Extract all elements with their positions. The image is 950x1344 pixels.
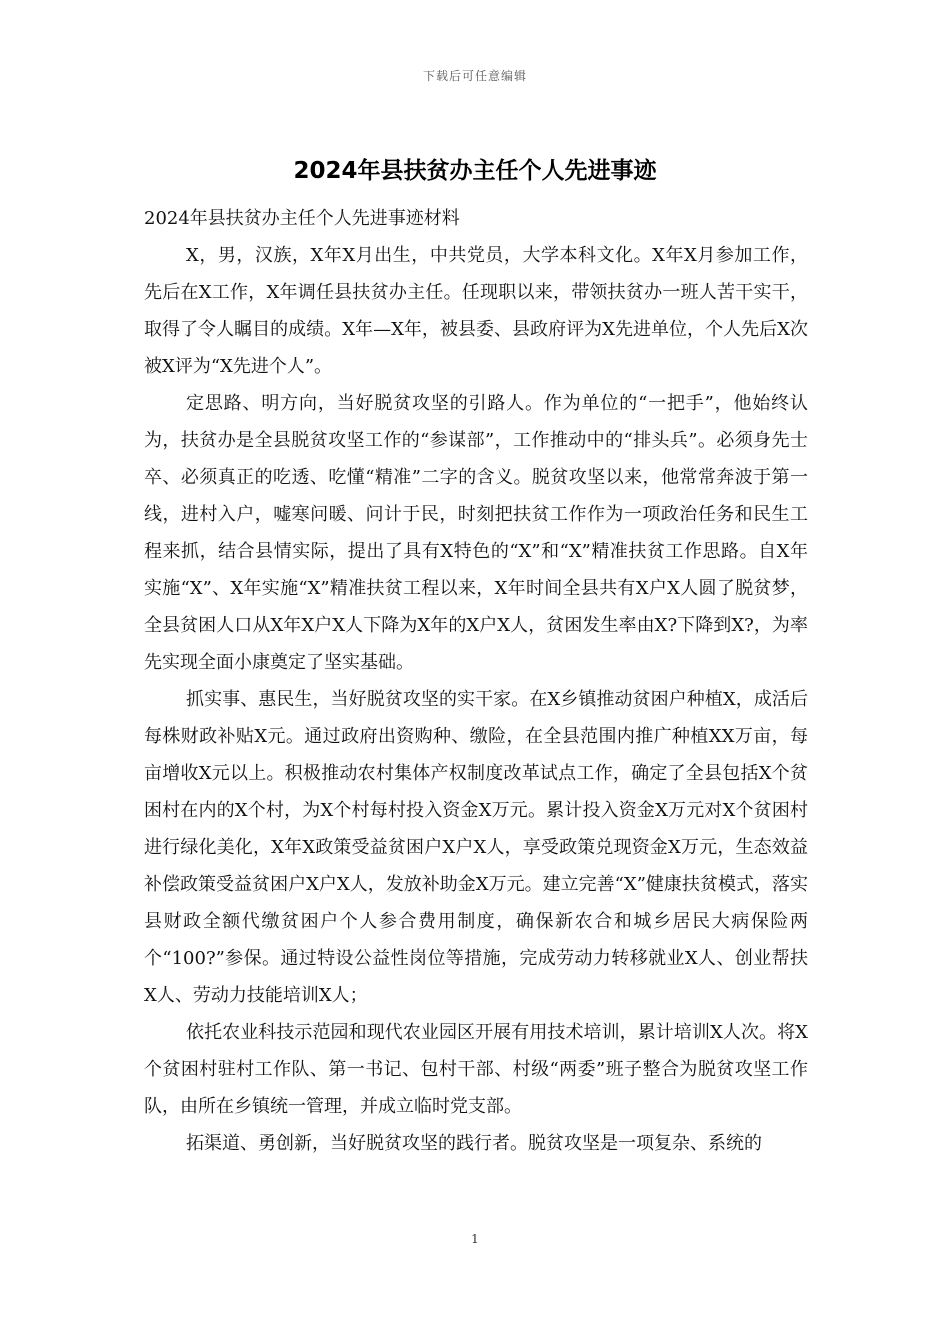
page-number: 1 — [471, 1232, 479, 1246]
document-body — [144, 200, 808, 1162]
paragraph: 拓渠道、勇创新，当好脱贫攻坚的践行者。脱贫攻坚是一项复杂、系统的 — [186, 1133, 762, 1154]
paragraph: 依托农业科技示范园和现代农业园区开展有用技术培训，累计培训X人次。将X个贫困村驻村工作队、第一书记、包村干部、村级“两委”班子整合为脱贫攻坚工作队，由所在乡镇统一管理，并成立临时党支部。 — [144, 1022, 808, 1117]
document-subtitle: 2024年县扶贫办主任个人先进事迹材料 — [144, 208, 460, 229]
paragraph: 定思路、明方向，当好脱贫攻坚的引路人。作为单位的“一把手”，他始终认为，扶贫办是全县脱贫攻坚工作的“参谋部”，工作推动中的“排头兵”。必须身先士卒、必须真正的吃透、吃懂“精准”二字的含义。脱贫攻坚以来，他常常奔波于第一线，进村入户，嘘寒问暖、问计于民，时刻把扶贫工作作为一项政治任务和民生工程来抓，结合县情实际，提出了具有X特色的“X”和“X”精准扶贫工作思路。自X年实施“X”、X年实施“X”精准扶贫工程以来，X年时间全县共有X户X人圆了脱贫梦，全县贫困人口从X年X户X人下降为X年的X户X人，贫困发生率由X?下降到X?，为率先实现全面小康奠定了坚实基础。 — [144, 393, 808, 673]
paragraph: X，男，汉族，X年X月出生，中共党员，大学本科文化。X年X月参加工作，先后在X工作，X年调任县扶贫办主任。任现职以来，带领扶贫办一班人苦干实干，取得了令人瞩目的成绩。X年—X年，被县委、县政府评为X先进单位，个人先后X次被X评为“X先进个人”。 — [144, 245, 808, 377]
page-header: 下载后可任意编辑 — [422, 69, 527, 83]
paragraph: 抓实事、惠民生，当好脱贫攻坚的实干家。在X乡镇推动贫困户种植X，成活后每株财政补贴X元。通过政府出资购种、缴险，在全县范围内推广种植XX万亩，每亩增收X元以上。积极推动农村集体产权制度改革试点工作，确定了全县包括X个贫困村在内的X个村，为X个村每村投入资金X万元。累计投入资金X万元对X个贫困村进行绿化美化，X年X政策受益贫困户X户X人，享受政策兑现资金X万元，生态效益补偿政策受益贫困户X户X人，发放补助金X万元。建立完善“X”健康扶贫模式，落实县财政全额代缴贫困户个人参合费用制度，确保新农合和城乡居民大病保险两个“100?”参保。通过特设公益性岗位等措施，完成劳动力转移就业X人、创业帮扶X人、劳动力技能培训X人； — [144, 689, 808, 1006]
document-title: 2024年县扶贫办主任个人先进事迹 — [293, 158, 657, 184]
